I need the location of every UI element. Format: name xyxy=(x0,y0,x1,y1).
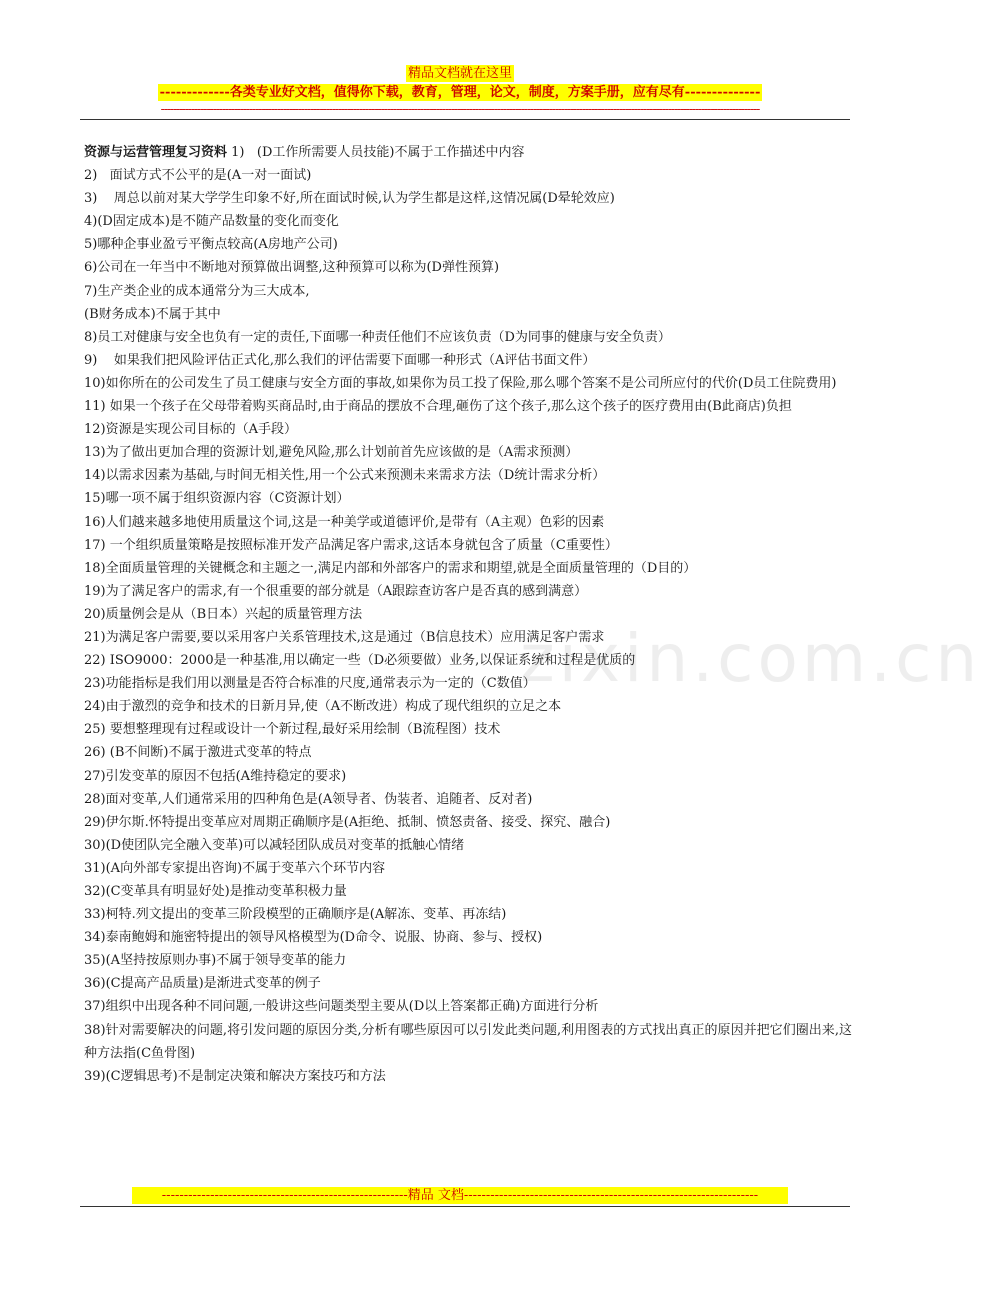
page-header xyxy=(0,62,920,115)
first-line xyxy=(84,141,852,164)
footer-text: --------------------------------------------------------精品 文档------------------------------------------------------------------- xyxy=(132,1187,788,1204)
question-line: 39)(C逻辑思考)不是制定决策和解决方案技巧和方法 xyxy=(84,1068,386,1084)
question-line: 18)全面质量管理的关键概念和主题之一,满足内部和外部客户的需求和期望,就是全面质量管理的（D目的） xyxy=(84,560,697,576)
question-line: 21)为满足客户需要,要以采用客户关系管理技术,这是通过（B信息技术）应用满足客户需求 xyxy=(84,629,605,645)
question-line: 33)柯特.列文提出的变革三阶段模型的正确顺序是(A解冻、变革、再冻结) xyxy=(84,907,507,923)
question-line: (B财务成本)不属于其中 xyxy=(84,306,221,322)
question-line: 30)(D使团队完全融入变革)可以减轻团队成员对变革的抵触心情绪 xyxy=(84,837,465,853)
question-line: 24)由于激烈的竞争和技术的日新月异,使（A不断改进）构成了现代组织的立足之本 xyxy=(84,699,562,715)
question-line: 7)生产类企业的成本通常分为三大成本, xyxy=(84,283,310,299)
question-line: 5)哪种企事业盈亏平衡点较高(A房地产公司) xyxy=(84,237,338,253)
question-line: 23)功能指标是我们用以测量是否符合标准的尺度,通常表示为一定的（C数值） xyxy=(84,676,536,692)
document-heading: 资源与运营管理复习资料 xyxy=(84,145,228,160)
question-line: 17) 一个组织质量策略是按照标准开发产品满足客户需求,这话本身就包含了质量（C重要性） xyxy=(84,537,618,553)
footer-rule xyxy=(80,1206,850,1207)
question-line: 6)公司在一年当中不断地对预算做出调整,这种预算可以称为(D弹性预算) xyxy=(84,260,500,276)
watermark: zixin.com.cn xyxy=(520,620,981,697)
document-body xyxy=(84,141,852,1088)
question-line: 36)(C提高产品质量)是渐进式变革的例子 xyxy=(84,976,321,992)
question-line: 8)员工对健康与安全也负有一定的责任,下面哪一种责任他们不应该负责（D为同事的健康与安全负责） xyxy=(84,329,671,345)
question-line: 11) 如果一个孩子在父母带着购买商品时,由于商品的摆放不合理,砸伤了这个孩子,那么这个孩子的医疗费用由(B此商店)负担 xyxy=(84,399,792,415)
question-line: 32)(C变革具有明显好处)是推动变革积极力量 xyxy=(84,884,347,899)
page-footer xyxy=(0,1184,920,1204)
question-list xyxy=(84,164,852,1088)
question-line: 34)泰南鲍姆和施密特提出的领导风格模型为(D命令、说服、协商、参与、授权) xyxy=(84,930,543,946)
question-line: 12)资源是实现公司目标的（A手段） xyxy=(84,422,298,438)
question-line: 20)质量例会是从（B日本）兴起的质量管理方法 xyxy=(84,606,363,622)
question-line: 35)(A坚持按原则办事)不属于领导变革的能力 xyxy=(84,953,347,969)
question-line: 16)人们越来越多地使用质量这个词,这是一种美学或道德评价,是带有（A主观）色彩的因素 xyxy=(84,514,605,530)
header-title: 精品文档就在这里 xyxy=(407,66,512,81)
question-line: 29)伊尔斯.怀特提出变革应对周期正确顺序是(A拒绝、抵制、愤怒责备、接受、探究、融合) xyxy=(84,814,611,830)
question-line: 37)组织中出现各种不同问题,一般讲这些问题类型主要从(D以上答案都正确)方面进行分析 xyxy=(84,999,599,1015)
question-line: 28)面对变革,人们通常采用的四种角色是(A领导者、伪装者、追随者、反对者) xyxy=(84,791,533,807)
question-line: 4)(D固定成本)是不随产品数量的变化而变化 xyxy=(84,214,339,230)
question-line: 14)以需求因素为基础,与时间无相关性,用一个公式来预测未来需求方法（D统计需求分析） xyxy=(84,468,606,484)
question-line: 25) 要想整理现有过程或设计一个新过程,最好采用绘制（B流程图）技术 xyxy=(84,722,501,738)
question-line: 15)哪一项不属于组织资源内容（C资源计划） xyxy=(84,491,350,507)
question-line: 13)为了做出更加合理的资源计划,避免风险,那么计划前首先应该做的是（A需求预测） xyxy=(84,445,579,461)
header-dashes: ---------------------------------------------------------------------------------------------------------------------------------------------------------------------------------------------------- xyxy=(160,102,760,116)
question-line: 10)如你所在的公司发生了员工健康与安全方面的事故,如果你为员工投了保险,那么哪个答案不是公司所应付的代价(D员工住院费用) xyxy=(84,375,837,391)
question-line: 22) ISO9000：2000是一种基准,用以确定一些（D必须要做）业务,以保证系统和过程是优质的 xyxy=(84,653,636,669)
question-line: 26) (B不间断)不属于激进式变革的特点 xyxy=(84,745,312,761)
question-line: 27)引发变革的原因不包括(A维持稳定的要求) xyxy=(84,768,347,784)
question-1: 1) (D工作所需要人员技能)不属于工作描述中内容 xyxy=(227,145,525,160)
question-line: 38)针对需要解决的问题,将引发问题的原因分类,分析有哪些原因可以引发此类问题,利用图表的方式找出真正的原因并把它们圈出来,这种方法指(C鱼骨图) xyxy=(84,1022,852,1061)
question-line: 3) 周总以前对某大学学生印象不好,所在面试时候,认为学生都是这样,这情况属(D晕轮效应) xyxy=(84,191,615,207)
header-subtitle: -------------各类专业好文档，值得你下载，教育，管理，论文，制度，方案手册，应有尽有-------------- xyxy=(159,85,761,100)
header-rule xyxy=(80,119,850,120)
question-line: 31)(A向外部专家提出咨询)不属于变革六个环节内容 xyxy=(84,860,386,876)
question-line: 2) 面试方式不公平的是(A一对一面试) xyxy=(84,168,312,184)
question-line: 9) 如果我们把风险评估正式化,那么我们的评估需要下面哪一种形式（A评估书面文件） xyxy=(84,352,596,368)
question-line: 19)为了满足客户的需求,有一个很重要的部分就是（A跟踪查访客户是否真的感到满意） xyxy=(84,583,588,599)
